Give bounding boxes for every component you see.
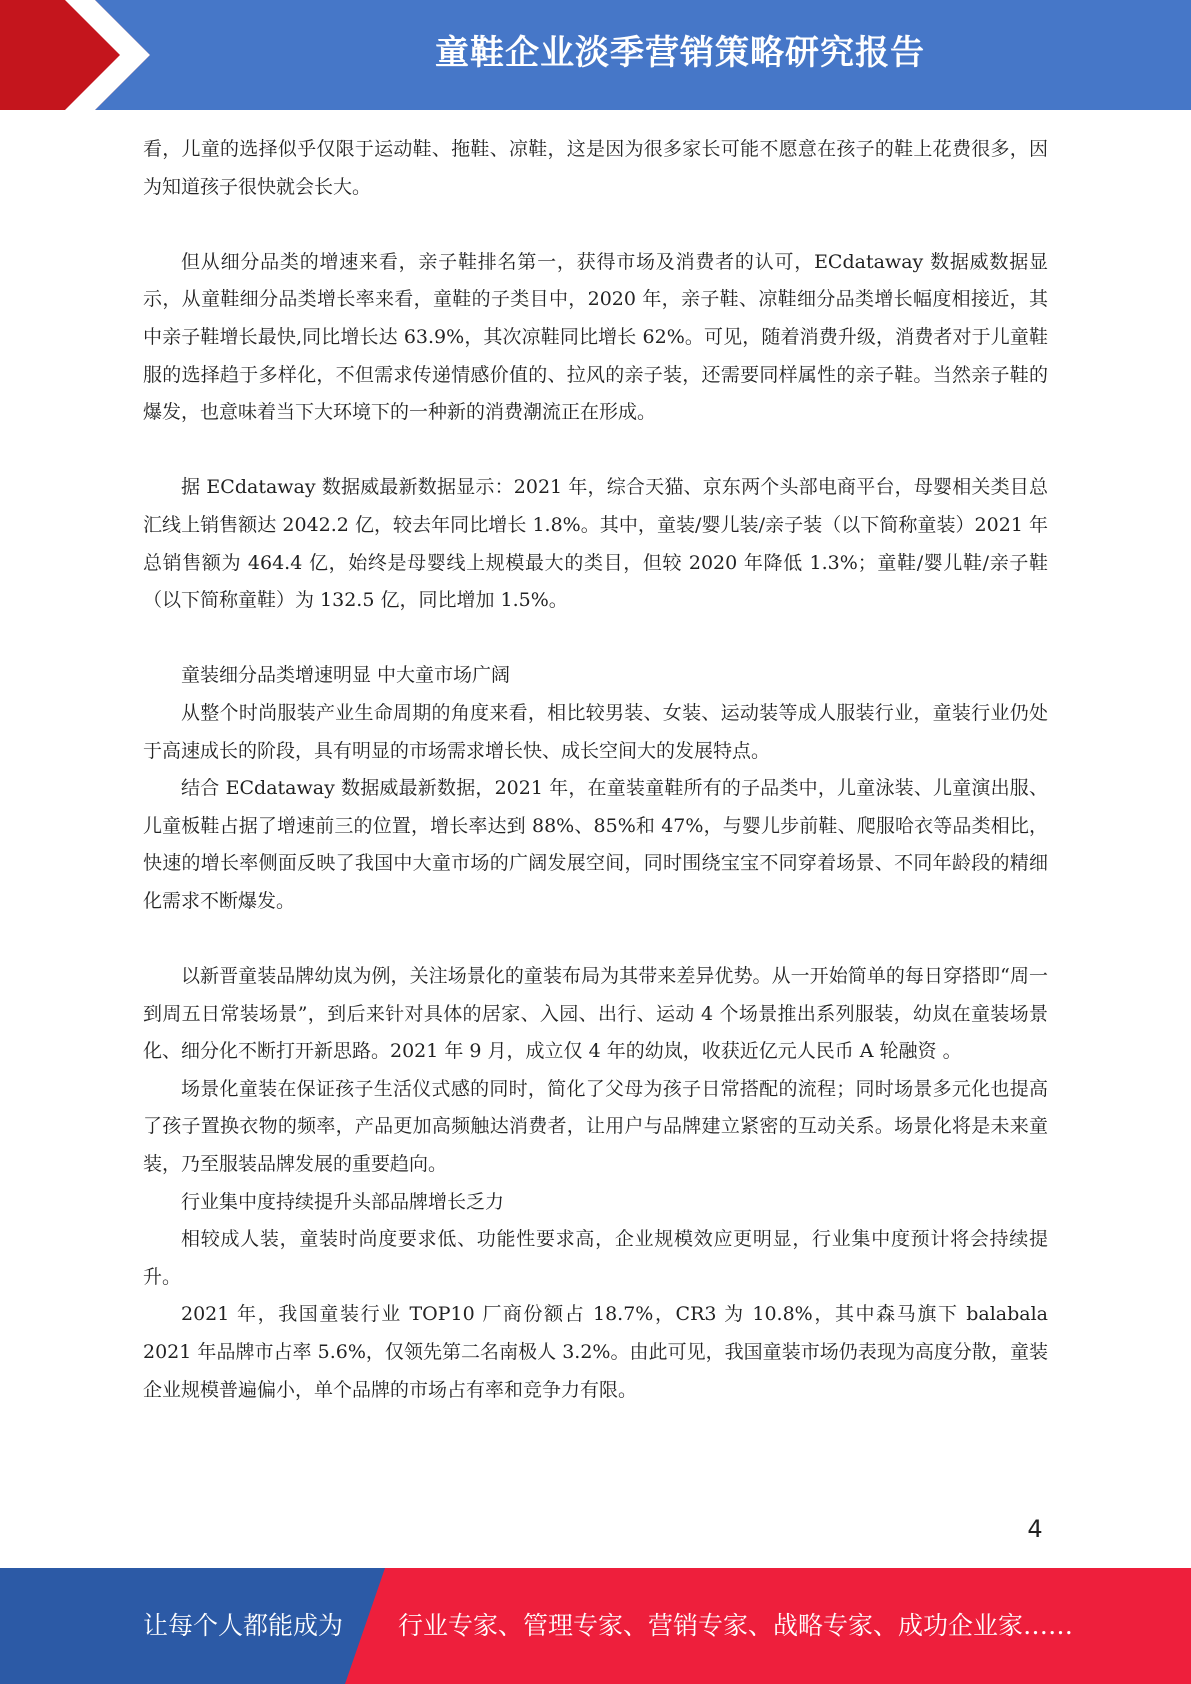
paragraph: 相较成人装，童装时尚度要求低、功能性要求高，企业规模效应更明显，行业集中度预计将会持续提升。 xyxy=(143,1228,1048,1288)
paragraph: 但从细分品类的增速来看，亲子鞋排名第一，获得市场及消费者的认可，ECdataway 数据威数据显示，从童鞋细分品类增长率来看，童鞋的子类目中，2020 年，亲子鞋、凉鞋细分品类增长幅度相接近，其中亲子鞋增长最快,同比增长达 63.9%，其次凉鞋同比增长 62%。可见，随着消费升级，消费者对于儿童鞋服的选择趋于多样化，不但需求传递情感价值的、拉风的亲子装，还需要同样属性的亲子鞋。当然亲子鞋的爆发，也意味着当下大环境下的一种新的消费潮流正在形成。 xyxy=(143,250,1048,424)
paragraph-gap xyxy=(143,920,1048,958)
report-body xyxy=(143,131,1048,1409)
footer-slogan-right: 行业专家、管理专家、营销专家、战略专家、成功企业家…… xyxy=(398,1611,1074,1640)
paragraph-continued: 看，儿童的选择似乎仅限于运动鞋、拖鞋、凉鞋，这是因为很多家长可能不愿意在孩子的鞋上花费很多，因为知道孩子很快就会长大。 xyxy=(143,138,1048,198)
paragraph: 2021 年，我国童装行业 TOP10 厂商份额占 18.7%，CR3 为 10.8%，其中森马旗下 balabala 2021 年品牌市占率 5.6%，仅领先第二名南极人 3.2%。由此可见，我国童装市场仍表现为高度分散，童装企业规模普遍偏小，单个品牌的市场占有率和竞争力有限。 xyxy=(143,1303,1048,1401)
paragraph-gap xyxy=(143,620,1048,658)
paragraph: 以新晋童装品牌幼岚为例，关注场景化的童装布局为其带来差异优势。从一开始简单的每日穿搭即“周一到周五日常装场景”，到后来针对具体的居家、入园、出行、运动 4 个场景推出系列服装，幼岚在童装场景化、细分化不断打开新思路。2021 年 9 月，成立仅 4 年的幼岚，收获近亿元人民币 A 轮融资 。 xyxy=(143,965,1048,1063)
page-title: 童鞋企业淡季营销策略研究报告 xyxy=(435,33,925,73)
paragraph: 从整个时尚服装产业生命周期的角度来看，相比较男装、女装、运动装等成人服装行业，童装行业仍处于高速成长的阶段，具有明显的市场需求增长快、成长空间大的发展特点。 xyxy=(143,701,1048,762)
section-heading: 行业集中度持续提升头部品牌增长乏力 xyxy=(181,1190,505,1213)
page-header xyxy=(0,0,1191,110)
paragraph: 场景化童装在保证孩子生活仪式感的同时，简化了父母为孩子日常搭配的流程；同时场景多元化也提高了孩子置换衣物的频率，产品更加高频触达消费者，让用户与品牌建立紧密的互动关系。场景化将是未来童装，乃至服装品牌发展的重要趋向。 xyxy=(143,1077,1048,1176)
page-number: 4 xyxy=(1027,1515,1043,1543)
paragraph-gap xyxy=(143,432,1048,470)
section-heading: 童装细分品类增速明显 中大童市场广阔 xyxy=(181,664,511,687)
paragraph: 结合 ECdataway 数据威最新数据，2021 年，在童装童鞋所有的子品类中，儿童泳装、儿童演出服、儿童板鞋占据了增速前三的位置，增长率达到 88%、85%和 47%，与婴儿步前鞋、爬服哈衣等品类相比，快速的增长率侧面反映了我国中大童市场的广阔发展空间，同时围绕宝宝不同穿着场景、不同年龄段的精细化需求不断爆发。 xyxy=(143,777,1048,912)
page-footer xyxy=(0,1568,1191,1684)
paragraph: 据 ECdataway 数据威最新数据显示：2021 年，综合天猫、京东两个头部电商平台，母婴相关类目总汇线上销售额达 2042.2 亿，较去年同比增长 1.8%。其中，童装/婴儿装/亲子装（以下简称童装）2021 年总销售额为 464.4 亿，始终是母婴线上规模最大的类目，但较 2020 年降低 1.3%；童鞋/婴儿鞋/亲子鞋（以下简称童鞋）为 132.5 亿，同比增加 1.5%。 xyxy=(143,476,1048,612)
footer-slogan-left: 让每个人都能成为 xyxy=(143,1611,344,1640)
paragraph-gap xyxy=(143,206,1048,244)
